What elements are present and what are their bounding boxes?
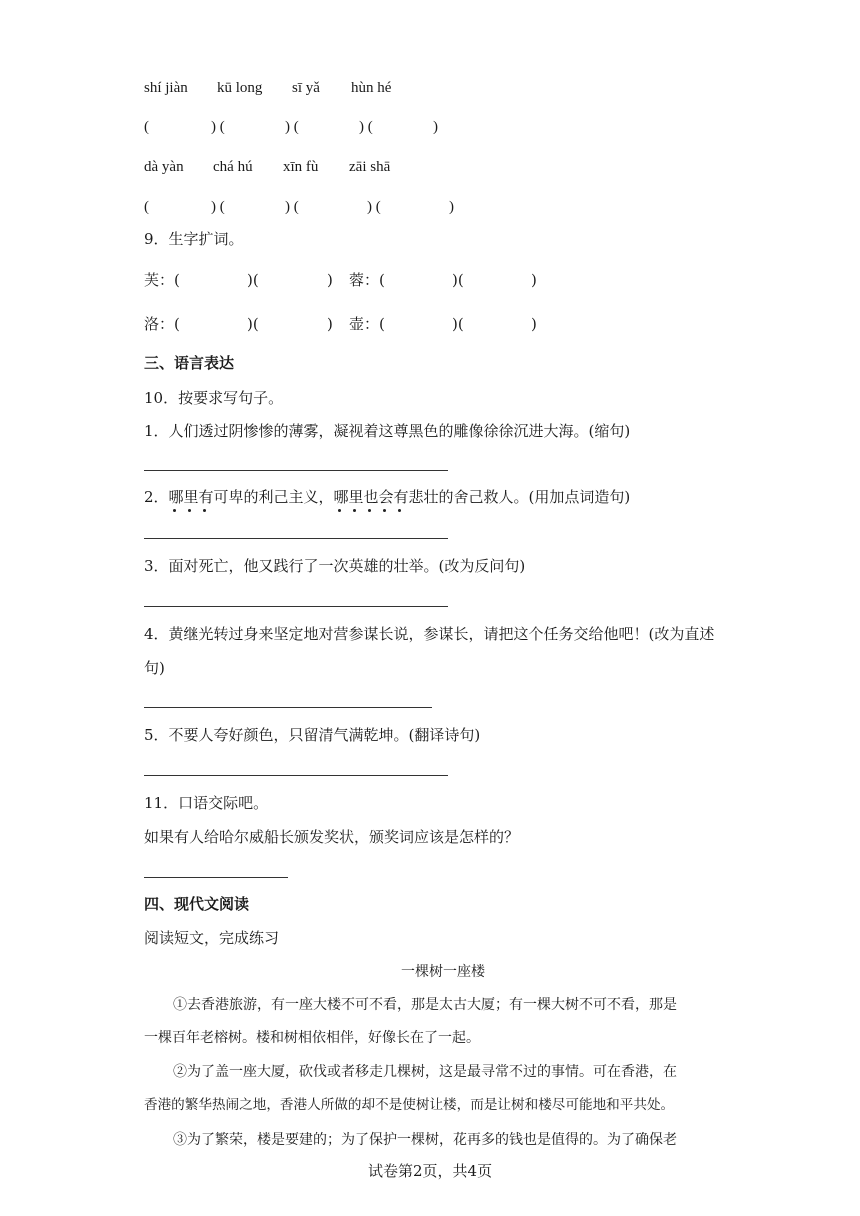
answer-line[interactable] [144, 707, 432, 708]
question-11-prompt: 如果有人给哈尔威船长颁发奖状，颁奖词应该是怎样的？ [144, 828, 520, 846]
question-9-title: 9．生字扩词。 [144, 230, 244, 248]
sentence-task: 1．人们透过阴惨惨的薄雾，凝视着这尊黑色的雕像徐徐沉进大海。(缩句) [144, 422, 631, 440]
emphasis-dot [203, 509, 206, 512]
char-expand-paren: ) [531, 271, 537, 289]
emphasis-dot [368, 509, 371, 512]
emphasis-dot [353, 509, 356, 512]
char-expand-label: 芙：( [144, 271, 180, 289]
char-expand-label: 蓉：( [349, 271, 385, 289]
answer-paren: ) ( [285, 199, 299, 215]
pinyin-item: dà yàn [144, 159, 184, 175]
char-expand-label: 壶：( [349, 315, 385, 333]
passage-line: 一棵百年老榕树。楼和树相依相伴，好像长在了一起。 [144, 1030, 480, 1046]
emphasis-dot [173, 509, 176, 512]
answer-line[interactable] [144, 538, 448, 539]
reading-instruction: 阅读短文，完成练习 [144, 929, 280, 947]
passage-line: ③为了繁荣，楼是要建的；为了保护一棵树，花再多的钱也是值得的。为了确保老 [173, 1132, 677, 1148]
char-expand-label: 洛：( [144, 315, 180, 333]
passage-line: ①去香港旅游，有一座大楼不可不看，那是太古大厦；有一棵大树不可不看，那是 [173, 997, 677, 1013]
answer-paren: ) [433, 119, 438, 135]
question-10-title: 10．按要求写句子。 [144, 389, 284, 407]
pinyin-item: xīn fù [283, 159, 319, 175]
question-11-title: 11．口语交际吧。 [144, 794, 269, 812]
pinyin-item: sī yǎ [292, 80, 320, 96]
answer-paren: ) ( [367, 199, 381, 215]
char-expand-paren: )( [247, 315, 259, 333]
answer-paren: ) [449, 199, 454, 215]
answer-line[interactable] [144, 470, 448, 471]
passage-line: 香港的繁华热闹之地，香港人所做的却不是使树让楼，而是让树和楼尽可能地和平共处。 [144, 1097, 675, 1113]
char-expand-paren: ) [327, 271, 333, 289]
sentence-task: 4．黄继光转过身来坚定地对营参谋长说，参谋长，请把这个任务交给他吧！(改为直述 [144, 625, 715, 643]
section-heading: 四、现代文阅读 [144, 895, 250, 913]
pinyin-item: hùn hé [351, 80, 392, 96]
pinyin-item: chá hú [213, 159, 253, 175]
char-expand-paren: )( [452, 271, 464, 289]
sentence-task-continued: 句) [144, 659, 165, 677]
pinyin-item: kū long [217, 80, 263, 96]
section-heading: 三、语言表达 [144, 354, 235, 372]
answer-line[interactable] [144, 606, 448, 607]
emphasis-dot [383, 509, 386, 512]
page-footer: 试卷第2页，共4页 [368, 1162, 493, 1180]
answer-paren: ) ( [211, 119, 225, 135]
char-expand-paren: )( [452, 315, 464, 333]
char-expand-paren: ) [327, 315, 333, 333]
sentence-task: 3．面对死亡，他又践行了一次英雄的壮举。(改为反问句) [144, 557, 526, 575]
answer-paren: ) ( [359, 119, 373, 135]
answer-paren: ) ( [285, 119, 299, 135]
answer-paren: ( [144, 119, 149, 135]
passage-title: 一棵树一座楼 [401, 964, 485, 980]
sentence-task: 5．不要人夸好颜色，只留清气满乾坤。(翻译诗句) [144, 726, 481, 744]
passage-line: ②为了盖一座大厦，砍伐或者移走几棵树，这是最寻常不过的事情。可在香港，在 [173, 1064, 677, 1080]
emphasis-dot [188, 509, 191, 512]
emphasis-dot [338, 509, 341, 512]
pinyin-item: shí jiàn [144, 80, 188, 96]
answer-paren: ( [144, 199, 149, 215]
sentence-task: 2．哪里有可卑的利己主义，哪里也会有悲壮的舍己救人。(用加点词造句) [144, 488, 631, 506]
char-expand-paren: )( [247, 271, 259, 289]
char-expand-paren: ) [531, 315, 537, 333]
answer-line[interactable] [144, 775, 448, 776]
answer-line[interactable] [144, 877, 288, 878]
pinyin-item: zāi shā [349, 159, 391, 175]
answer-paren: ) ( [211, 199, 225, 215]
emphasis-dot [398, 509, 401, 512]
